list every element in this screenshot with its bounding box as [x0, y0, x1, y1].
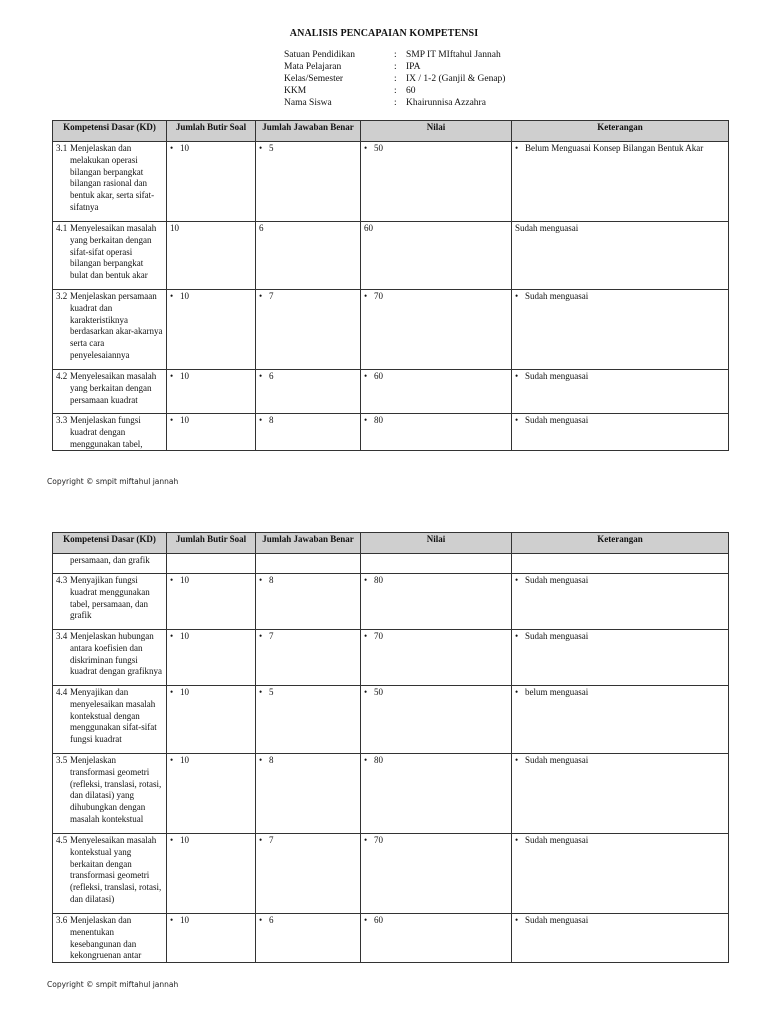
kd-cell [53, 754, 167, 834]
nilai-value: • 60 [364, 371, 383, 381]
butir-soal-cell [167, 142, 256, 222]
info-value: IPA [406, 62, 421, 72]
jawaban-benar-value: • 6 [259, 915, 274, 925]
jawaban-benar-value: • 6 [259, 371, 274, 381]
butir-soal-cell [167, 686, 256, 754]
keterangan-value: • Sudah menguasai [515, 415, 588, 425]
jawaban-benar-cell [256, 754, 361, 834]
nilai-value: • 70 [364, 291, 383, 301]
jawaban-benar-cell [256, 290, 361, 370]
kd-cell [53, 574, 167, 630]
keterangan-value: Sudah menguasai [515, 223, 579, 233]
butir-soal-cell [167, 914, 256, 963]
keterangan-cell [512, 754, 729, 834]
kd-code: 3.2 [56, 291, 68, 301]
kd-description: Menjelaskan persamaan kuadrat dan karakteristiknya berdasarkan akar-akarnya serta cara penyelesaiannya [70, 291, 163, 360]
jawaban-benar-value: • 5 [259, 687, 274, 697]
jawaban-benar-cell [256, 574, 361, 630]
nilai-cell [361, 222, 512, 290]
kd-code: 3.3 [56, 415, 68, 425]
nilai-cell [361, 630, 512, 686]
kd-cell [53, 554, 167, 574]
butir-soal-value: 10 [170, 223, 179, 233]
info-row [284, 49, 505, 61]
table-row [53, 290, 729, 370]
table-row [53, 414, 729, 451]
kd-cell [53, 914, 167, 963]
keterangan-value: • Sudah menguasai [515, 755, 588, 765]
header-kd: Kompetensi Dasar (KD) [53, 121, 167, 142]
kd-description: Menjelaskan hubungan antara koefisien dan diskriminan fungsi kuadrat dengan grafiknya [70, 631, 162, 677]
kd-code [56, 555, 70, 567]
kd-description: Menjelaskan transformasi geometri (refleksi, translasi, rotasi, dan dilatasi) yang dihubungkan dengan masalah kontekstual [70, 755, 162, 824]
nilai-cell [361, 290, 512, 370]
table-row [53, 630, 729, 686]
keterangan-cell [512, 142, 729, 222]
page-footer: Copyright © smpit miftahul jannah [47, 477, 179, 486]
keterangan-cell [512, 370, 729, 414]
table-row [53, 686, 729, 754]
jawaban-benar-cell [256, 142, 361, 222]
jawaban-benar-value: • 7 [259, 835, 274, 845]
kd-cell [53, 414, 167, 451]
header-nilai: Nilai [361, 121, 512, 142]
info-row [284, 61, 505, 73]
jawaban-benar-cell [256, 370, 361, 414]
info-row [284, 73, 505, 85]
info-colon: : [394, 74, 397, 84]
kd-code: 4.2 [56, 371, 68, 381]
keterangan-value: • Sudah menguasai [515, 631, 588, 641]
info-label: KKM [284, 86, 307, 96]
kd-cell [53, 686, 167, 754]
kd-description: Menyajikan dan menyelesaikan masalah kontekstual dengan menggunakan sifat-sifat fungsi kuadrat [70, 687, 157, 745]
header-jawaban-benar: Jumlah Jawaban Benar [256, 533, 361, 554]
butir-soal-value: • 10 [170, 687, 189, 697]
jawaban-benar-value: • 8 [259, 575, 274, 585]
kd-code: 4.3 [56, 575, 68, 585]
kd-cell [53, 630, 167, 686]
keterangan-value: • Sudah menguasai [515, 915, 588, 925]
jawaban-benar-value: • 8 [259, 755, 274, 765]
butir-soal-value: • 10 [170, 575, 189, 585]
nilai-value: • 70 [364, 631, 383, 641]
kd-code: 4.1 [56, 223, 68, 233]
header-nilai: Nilai [361, 533, 512, 554]
jawaban-benar-cell [256, 554, 361, 574]
competency-table-page-1 [52, 120, 729, 451]
nilai-cell [361, 834, 512, 914]
header-kd: Kompetensi Dasar (KD) [53, 533, 167, 554]
header-keterangan: Keterangan [512, 121, 729, 142]
kd-description: Menjelaskan fungsi kuadrat dengan menggunakan tabel, [70, 415, 143, 449]
jawaban-benar-cell [256, 686, 361, 754]
table-row [53, 222, 729, 290]
table-row [53, 370, 729, 414]
nilai-cell [361, 554, 512, 574]
table-row [53, 554, 729, 574]
kd-description: Menjelaskan dan menentukan kesebangunan dan kekongruenan antar [70, 915, 142, 961]
nilai-cell [361, 686, 512, 754]
nilai-value: • 80 [364, 575, 383, 585]
jawaban-benar-cell [256, 414, 361, 451]
butir-soal-cell [167, 290, 256, 370]
butir-soal-cell [167, 630, 256, 686]
kd-code: 3.1 [56, 143, 68, 153]
nilai-value: • 70 [364, 835, 383, 845]
info-value: SMP IT MIftahul Jannah [406, 50, 501, 60]
kd-code: 4.5 [56, 835, 68, 845]
jawaban-benar-value: • 8 [259, 415, 274, 425]
keterangan-cell [512, 574, 729, 630]
nilai-cell [361, 574, 512, 630]
keterangan-value: • Sudah menguasai [515, 575, 588, 585]
nilai-cell [361, 754, 512, 834]
nilai-cell [361, 370, 512, 414]
nilai-value: • 50 [364, 143, 383, 153]
table-row [53, 834, 729, 914]
jawaban-benar-value: • 5 [259, 143, 274, 153]
kd-code: 3.5 [56, 755, 68, 765]
keterangan-value: • Sudah menguasai [515, 291, 588, 301]
nilai-value: 60 [364, 223, 373, 233]
kd-cell [53, 142, 167, 222]
butir-soal-value: • 10 [170, 371, 189, 381]
keterangan-cell [512, 686, 729, 754]
page-footer: Copyright © smpit miftahul jannah [47, 980, 179, 989]
nilai-cell [361, 914, 512, 963]
info-label: Satuan Pendidikan [284, 50, 355, 60]
butir-soal-cell [167, 554, 256, 574]
butir-soal-cell [167, 574, 256, 630]
table-row [53, 754, 729, 834]
info-row [284, 85, 505, 97]
jawaban-benar-cell [256, 222, 361, 290]
table-header-row [53, 533, 729, 554]
keterangan-cell [512, 290, 729, 370]
butir-soal-cell [167, 834, 256, 914]
kd-description: persamaan, dan grafik [70, 555, 150, 565]
info-colon: : [394, 50, 397, 60]
info-value: IX / 1-2 (Ganjil & Genap) [406, 74, 506, 84]
kd-code: 3.6 [56, 915, 68, 925]
keterangan-cell [512, 914, 729, 963]
keterangan-cell [512, 554, 729, 574]
keterangan-cell [512, 414, 729, 451]
info-value: Khairunnisa Azzahra [406, 98, 486, 108]
jawaban-benar-value: • 7 [259, 291, 274, 301]
kd-code: 3.4 [56, 631, 68, 641]
info-label: Mata Pelajaran [284, 62, 342, 72]
butir-soal-value: • 10 [170, 143, 189, 153]
table-row [53, 914, 729, 963]
keterangan-cell [512, 834, 729, 914]
jawaban-benar-cell [256, 630, 361, 686]
kd-description: Menyajikan fungsi kuadrat menggunakan tabel, persamaan, dan grafik [70, 575, 150, 621]
jawaban-benar-value: 6 [259, 223, 264, 233]
header-butir-soal: Jumlah Butir Soal [167, 121, 256, 142]
keterangan-cell [512, 222, 729, 290]
info-colon: : [394, 62, 397, 72]
header-keterangan: Keterangan [512, 533, 729, 554]
kd-cell [53, 370, 167, 414]
keterangan-cell [512, 630, 729, 686]
school-info [284, 49, 505, 109]
jawaban-benar-cell [256, 834, 361, 914]
butir-soal-value: • 10 [170, 835, 189, 845]
kd-code: 4.4 [56, 687, 68, 697]
keterangan-value: • belum menguasai [515, 687, 588, 697]
kd-cell [53, 222, 167, 290]
table-header-row [53, 121, 729, 142]
jawaban-benar-cell [256, 914, 361, 963]
butir-soal-cell [167, 754, 256, 834]
butir-soal-value: • 10 [170, 755, 189, 765]
nilai-cell [361, 142, 512, 222]
butir-soal-cell [167, 414, 256, 451]
table-row [53, 142, 729, 222]
competency-table-page-2 [52, 532, 729, 963]
nilai-value: • 60 [364, 915, 383, 925]
jawaban-benar-value: • 7 [259, 631, 274, 641]
nilai-value: • 80 [364, 755, 383, 765]
nilai-value: • 50 [364, 687, 383, 697]
butir-soal-value: • 10 [170, 291, 189, 301]
kd-description: Menyelesaikan masalah yang berkaitan dengan persamaan kuadrat [70, 371, 157, 405]
kd-cell [53, 290, 167, 370]
butir-soal-value: • 10 [170, 915, 189, 925]
kd-description: Menjelaskan dan melakukan operasi bilangan berpangkat bilangan rasional dan bentuk akar, serta sifat-sifatnya [70, 143, 155, 212]
table-row [53, 574, 729, 630]
document-title: ANALISIS PENCAPAIAN KOMPETENSI [289, 28, 479, 39]
nilai-value: • 80 [364, 415, 383, 425]
kd-cell [53, 834, 167, 914]
info-colon: : [394, 86, 397, 96]
info-row [284, 97, 505, 109]
info-label: Kelas/Semester [284, 74, 344, 84]
butir-soal-cell [167, 370, 256, 414]
info-value: 60 [406, 86, 416, 96]
butir-soal-cell [167, 222, 256, 290]
info-colon: : [394, 98, 397, 108]
header-jawaban-benar: Jumlah Jawaban Benar [256, 121, 361, 142]
kd-description: Menyelesaikan masalah yang berkaitan dengan sifat-sifat operasi bilangan berpangkat bulat dan bentuk akar [70, 223, 157, 281]
nilai-cell [361, 414, 512, 451]
butir-soal-value: • 10 [170, 631, 189, 641]
kd-description: Menyelesaikan masalah kontekstual yang berkaitan dengan transformasi geometri (refleksi, translasi, rotasi, dan dilatasi) [70, 835, 162, 904]
keterangan-value: • Sudah menguasai [515, 835, 588, 845]
info-label: Nama Siswa [284, 98, 332, 108]
butir-soal-value: • 10 [170, 415, 189, 425]
keterangan-value: • Belum Menguasai Konsep Bilangan Bentuk Akar [515, 143, 703, 153]
header-butir-soal: Jumlah Butir Soal [167, 533, 256, 554]
keterangan-value: • Sudah menguasai [515, 371, 588, 381]
